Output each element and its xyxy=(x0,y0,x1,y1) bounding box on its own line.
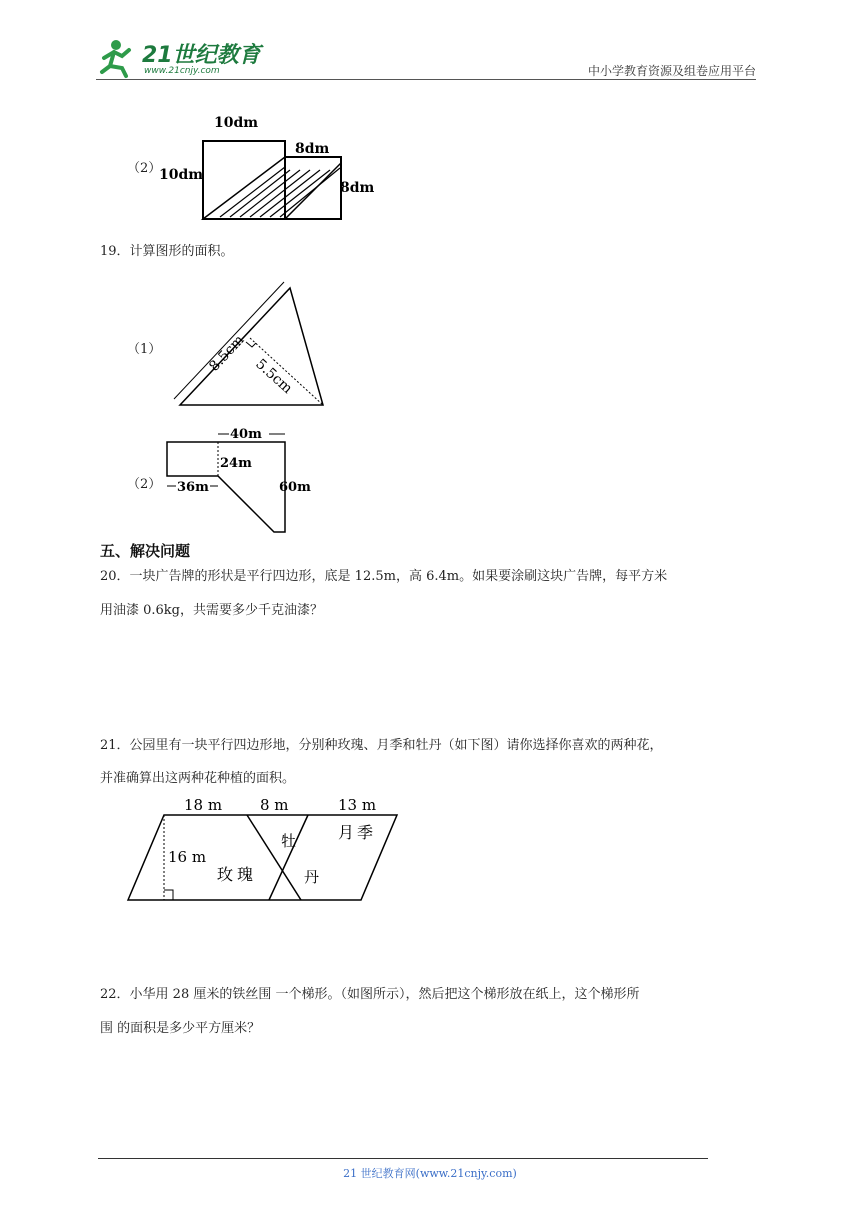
q19-fig1-label: （1） xyxy=(127,342,162,357)
q21-peony-2: 丹 xyxy=(304,868,320,886)
site-logo xyxy=(96,36,266,80)
fig18-small-top: 8dm xyxy=(295,141,330,157)
q21-line2: 并准确算出这两种花种植的面积。 xyxy=(100,771,296,786)
fig18-2-label: （2） xyxy=(127,161,162,176)
footer-divider xyxy=(98,1158,708,1159)
logo-url: www.21cnjy.com xyxy=(144,66,220,76)
q19-fig2-right-height: 60m xyxy=(279,480,311,495)
q19-triangle-diagram xyxy=(160,280,340,415)
fig18-2-diagram xyxy=(150,105,390,225)
q21-line1: 21．公园里有一块平行四边形地，分别种玫瑰、月季和牡丹（如下图）请你选择你喜欢的两种花， xyxy=(100,738,663,753)
footer-text: 21 世纪教育网(www.21cnjy.com) xyxy=(343,1167,517,1180)
shaded-region xyxy=(203,157,341,219)
q21-top2: 8 m xyxy=(260,796,289,814)
header-divider xyxy=(96,79,756,80)
q21-rose: 玫瑰 xyxy=(217,865,258,884)
q19-fig2-top: 40m xyxy=(230,427,262,442)
q20-line2: 用油漆 0.6kg，共需要多少千克油漆？ xyxy=(100,603,324,618)
q19-text: 19．计算图形的面积。 xyxy=(100,244,234,259)
q21-chinarose: 月季 xyxy=(338,823,377,842)
fig18-top-width: 10dm xyxy=(214,115,259,131)
q19-composite-diagram xyxy=(160,420,330,538)
q19-fig1-side: 8.5cm xyxy=(206,332,248,375)
q21-top3: 13 m xyxy=(338,796,377,814)
logo-text: 21世纪教育 xyxy=(142,43,261,68)
q19-fig2-inner-height: 24m xyxy=(220,456,252,471)
q20-line1: 20．一块广告牌的形状是平行四边形，底是 12.5m，高 6.4m。如果要涂刷这块广告牌，每平方米 xyxy=(100,569,668,584)
fig18-left-height: 10dm xyxy=(159,167,204,183)
q19-fig2-bottom: 36m xyxy=(177,480,209,495)
q19-fig1-height: 5.5cm xyxy=(252,356,296,398)
q22-line1: 22．小华用 28 厘米的铁丝围 一个梯形。（如图所示），然后把这个梯形放在纸上，这个梯形所 xyxy=(100,987,640,1002)
q21-peony-1: 牡 xyxy=(281,832,297,850)
q21-height: 16 m xyxy=(168,848,207,866)
section-title: 五、解决问题 xyxy=(100,542,191,560)
divider-1 xyxy=(247,815,301,900)
q19-fig2-label: （2） xyxy=(127,477,162,492)
q22-line2: 围 的面积是多少平方厘米？ xyxy=(100,1021,261,1036)
fig18-small-right: 8dm xyxy=(340,180,375,196)
q21-top1: 18 m xyxy=(184,796,223,814)
q21-garden-diagram xyxy=(120,790,410,910)
header-platform-text: 中小学教育资源及组卷应用平台 xyxy=(587,64,756,78)
